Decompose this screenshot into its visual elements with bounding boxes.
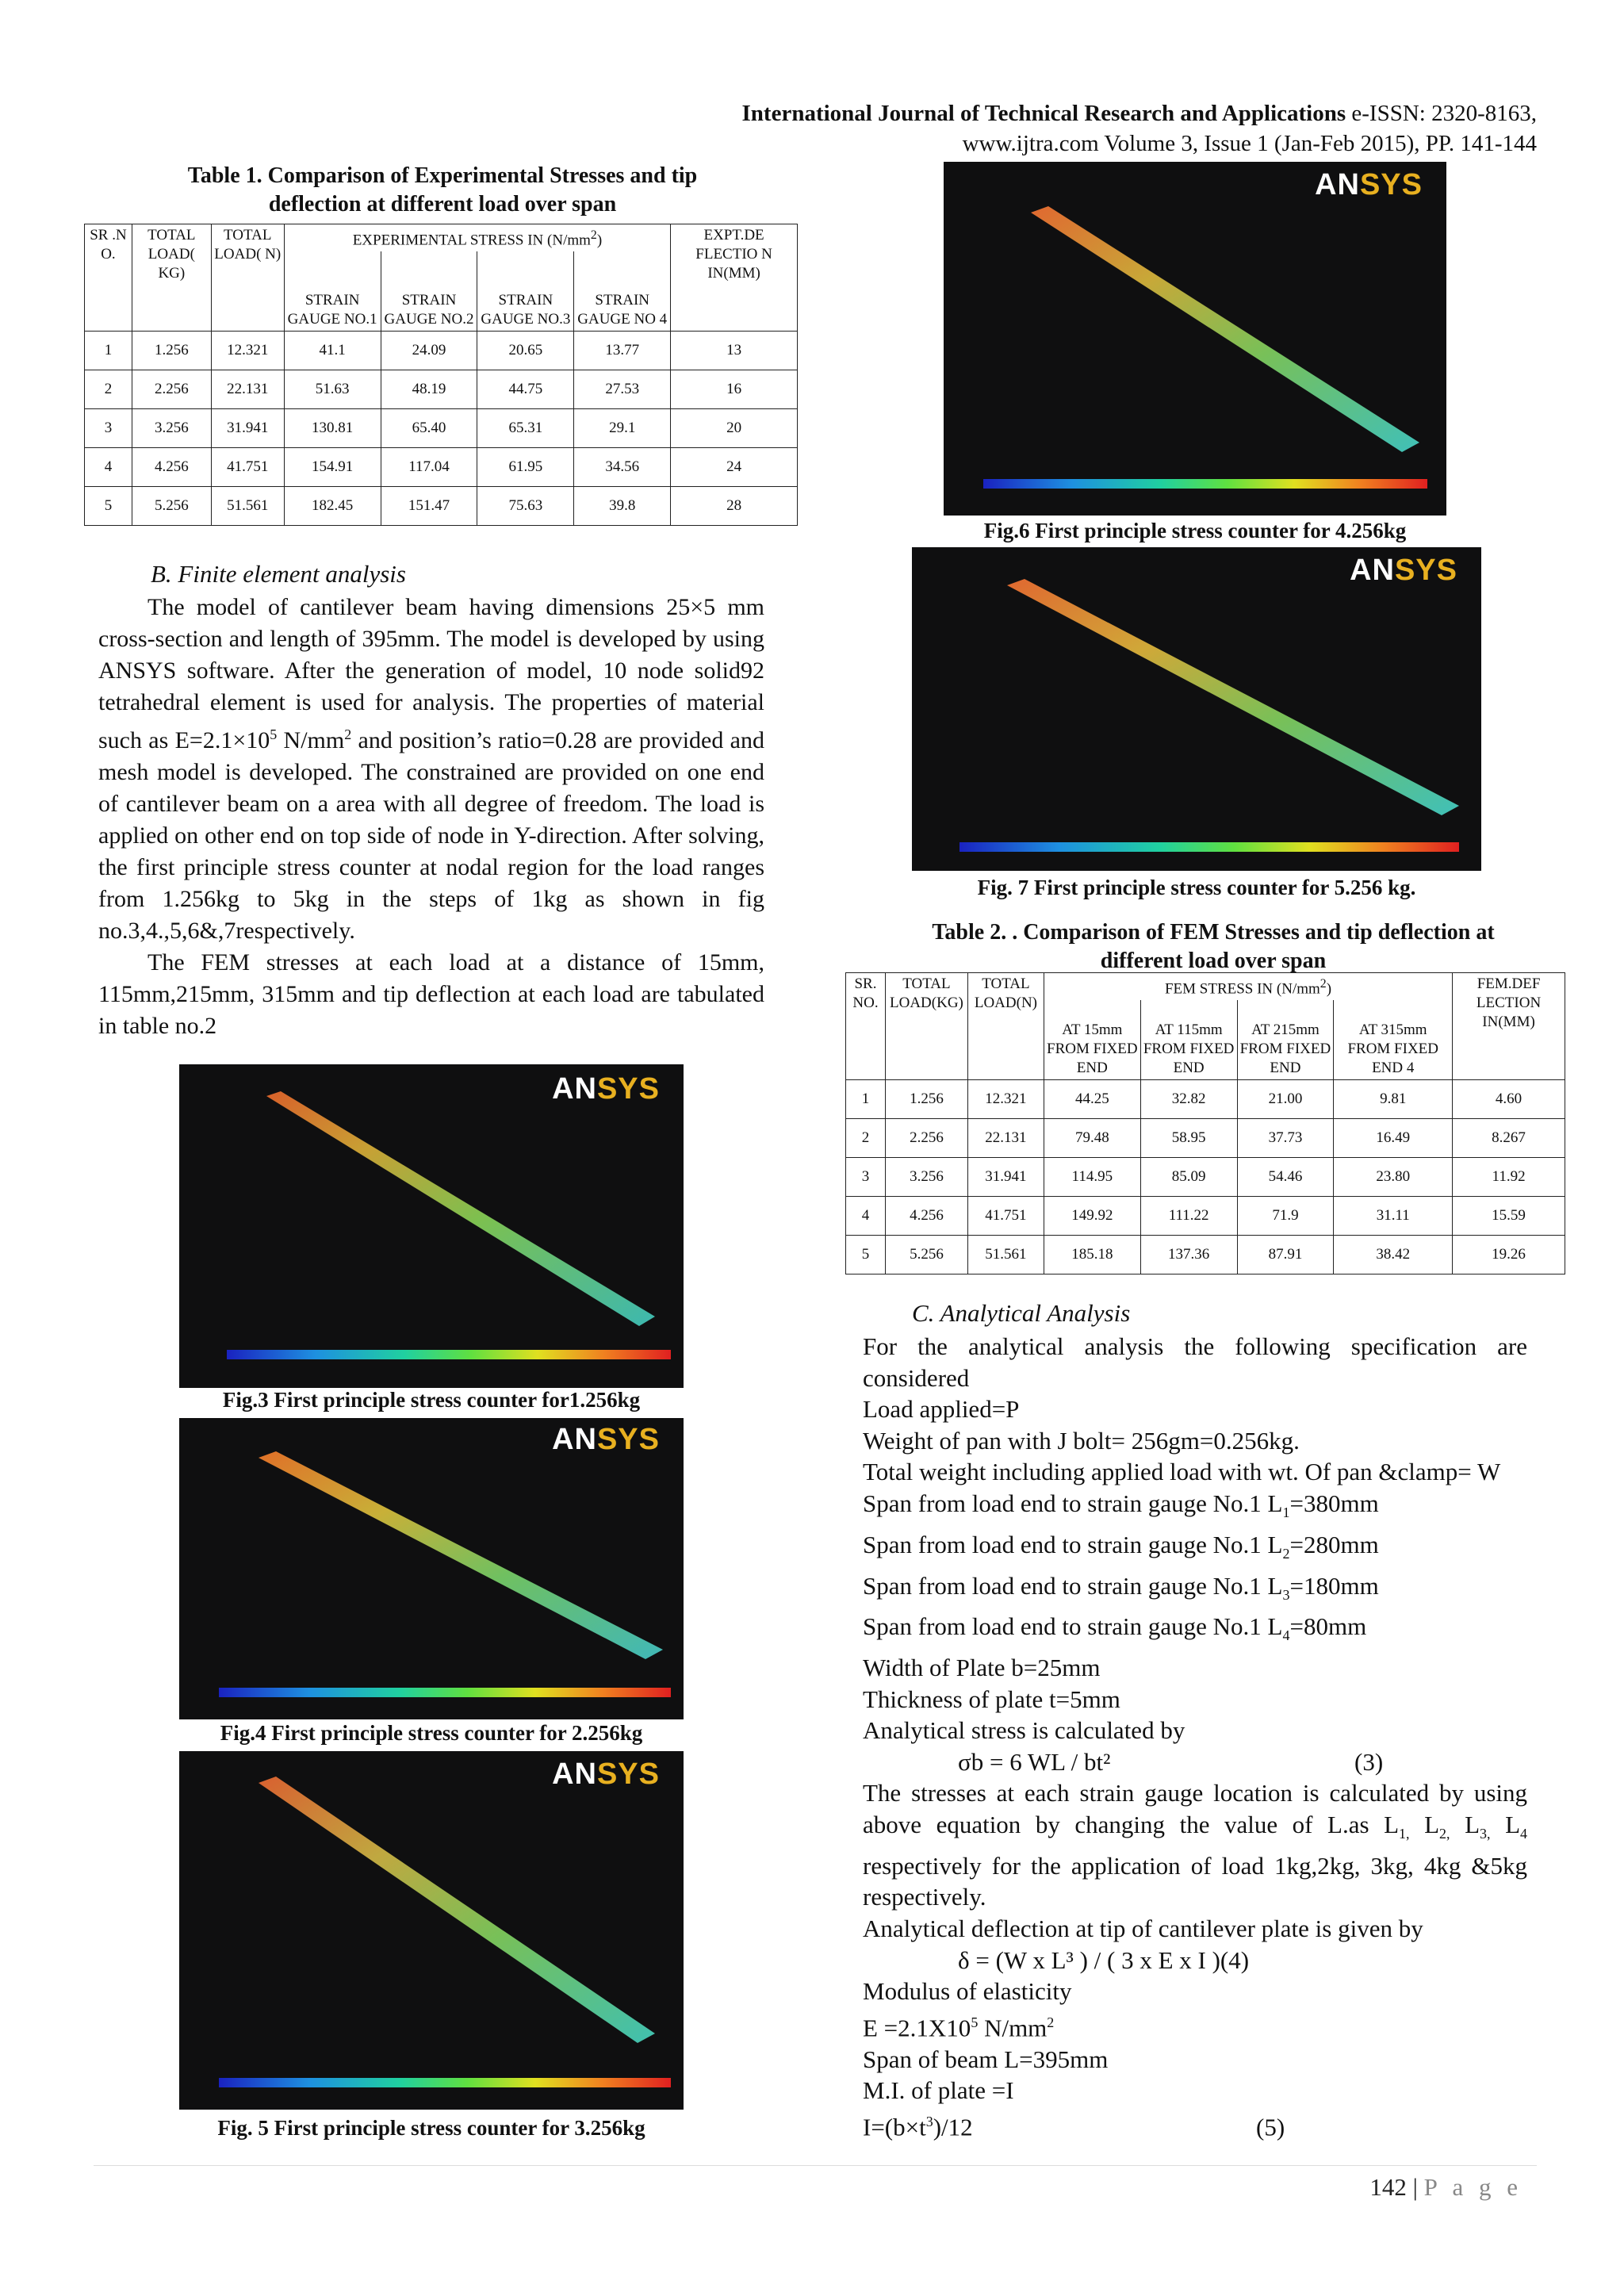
color-legend [219,1688,671,1697]
table2-cell: 5.256 [885,1235,967,1274]
table1-cell: 4 [85,447,132,486]
table2-header-group-end: ) [1326,980,1332,998]
table2-cell: 149.92 [1044,1196,1140,1235]
table2-cell: 114.95 [1044,1157,1140,1196]
p1b-text: N/mm [277,727,345,753]
color-legend [983,479,1427,489]
table1-cell: 51.63 [284,370,381,408]
journal-issn: e-ISSN: 2320-8163, [1351,101,1537,126]
journal-header [742,98,1537,159]
equation-4-text: δ = (W x L³ ) / ( 3 x E x I )(4) [958,1945,1250,1974]
table2-header-load-kg: TOTAL LOAD(KG) [885,973,967,1080]
ansys-logo-b: SYS [596,1072,660,1106]
table2-cell: 23.80 [1334,1157,1453,1196]
i-eq-sup: 3 [925,2113,933,2129]
table2-cell: 22.131 [967,1118,1044,1157]
sub-l2: 2, [1439,1826,1450,1842]
ansys-logo [552,1757,660,1792]
table1-cell: 41.751 [211,447,284,486]
ansys-logo [1315,168,1423,202]
table2-cell: 185.18 [1044,1235,1140,1274]
sub-l3: 3, [1480,1826,1491,1842]
e-sup: 5 [971,2014,979,2030]
table1-cell: 65.40 [381,408,477,447]
table2-cell: 8.267 [1453,1118,1565,1157]
span-l2 [863,1529,1527,1570]
table1-header-group-end: ) [596,232,603,249]
pan-weight: Weight of pan with J bolt= 256gm=0.256kg. [863,1426,1300,1455]
section-b-paragraph1 [98,592,764,947]
table2-cell: 37.73 [1237,1118,1334,1157]
table1-caption-line2: deflection at different load over span [268,192,617,217]
beam-shape [1007,579,1459,815]
fig6-caption: Fig.6 First principle stress counter for 4.256kg [983,519,1407,542]
plate-thickness: Thickness of plate t=5mm [863,1685,1120,1713]
table2-cell: 44.25 [1044,1079,1140,1118]
table1-cell: 39.8 [574,486,671,525]
table2-cell: 16.49 [1334,1118,1453,1157]
stress-description [863,1777,1527,1913]
table1-cell: 4.256 [132,447,211,486]
table1-row [85,447,798,486]
fig7-caption: Fig. 7 First principle stress counter for 5.256 kg. [977,876,1416,899]
table2-row [846,1157,1565,1196]
table2-cell: 3 [846,1157,886,1196]
table2-cell: 54.46 [1237,1157,1334,1196]
table2-header-dist1: AT 15mm FROM FIXED END [1044,1000,1140,1079]
table1 [84,224,798,526]
table1-header-load-n: TOTAL LOAD( N) [211,224,284,332]
table1-row [85,370,798,408]
beam-shape [266,1091,655,1326]
table2-cell: 79.48 [1044,1118,1140,1157]
table1-cell: 24.09 [381,331,477,370]
fig3-beam-plot [179,1064,684,1388]
section-c-body [863,1331,1527,2143]
table1-cell: 61.95 [477,447,574,486]
fig7-image [912,547,1481,871]
table2-header-dist2: AT 115mm FROM FIXED END [1140,1000,1237,1079]
plate-width: Width of Plate b=25mm [863,1654,1101,1682]
ansys-logo-b: SYS [596,1757,660,1791]
page-word: P a g e [1423,2173,1522,2201]
span-l4 [863,1611,1527,1652]
section-b-paragraph2: The FEM stresses at each load at a distance of 15mm, 115mm,215mm, 315mm and tip deflection at each load are tabulated in table no.2 [98,949,764,1039]
section-b-body [98,592,764,1042]
fig5-caption: Fig. 5 First principle stress counter for 3.256kg [217,2116,645,2140]
table1-header-gauge1: STRAIN GAUGE NO.1 [284,251,381,331]
section-b-heading: B. Finite element analysis [151,560,406,588]
table2-header-srno: SR. NO. [846,973,886,1080]
equation-3 [863,1746,1527,1778]
e-val: E =2.1X10 [863,2014,971,2042]
ansys-logo-a: AN [552,1757,597,1791]
table1-row [85,331,798,370]
color-legend [219,2078,671,2087]
table2-header-deflection: FEM.DEF LECTION IN(MM) [1453,973,1565,1080]
table1-cell: 5.256 [132,486,211,525]
i-eq-b: )/12 [933,2113,973,2141]
table2-cell: 4.256 [885,1196,967,1235]
table2-cell: 11.92 [1453,1157,1565,1196]
table1-caption [86,162,799,219]
table1-cell: 41.1 [284,331,381,370]
table2-header-dist4: AT 315mm FROM FIXED END 4 [1334,1000,1453,1079]
table1-cell: 31.941 [211,408,284,447]
table1-cell: 51.561 [211,486,284,525]
beam-shape [1031,206,1419,452]
e-unit: N/mm [978,2014,1048,2042]
table2-cell: 9.81 [1334,1079,1453,1118]
span-l1 [863,1488,1527,1529]
table2-cell: 5 [846,1235,886,1274]
fig7-beam-plot [912,547,1481,871]
table1-cell: 130.81 [284,408,381,447]
equation-3-text: σb = 6 WL / bt² [958,1747,1111,1776]
table2-cell: 12.321 [967,1079,1044,1118]
table2-cell: 31.941 [967,1157,1044,1196]
sub-l2-label: L [1409,1811,1440,1839]
table1-cell: 29.1 [574,408,671,447]
p1-text: The model of cantilever beam having dimensions 25×5 mm cross-section and length of 395mm. The model is developed by using ANSYS software. After the generation of model, 10 node solid92 tetrahedral element is used for analysis. The properties of material such as E=2.1×10 [98,594,764,753]
footer-rule [94,2165,1537,2167]
equation-4 [863,1945,1527,1976]
sub-l3-label: L [1465,1811,1480,1839]
table2-row [846,1235,1565,1274]
span-l3-sub: 3 [1282,1586,1290,1603]
span-l1-val: =380mm [1289,1489,1379,1517]
color-legend [959,842,1459,852]
i-eq-a: I=(b×t [863,2113,926,2141]
modulus-label: Modulus of elasticity [863,1977,1072,2006]
fig4-caption: Fig.4 First principle stress counter for 2.256kg [220,1721,643,1745]
table2-cell: 31.11 [1334,1196,1453,1235]
table1-cell: 27.53 [574,370,671,408]
table1-cell: 182.45 [284,486,381,525]
table1-cell: 13.77 [574,331,671,370]
table2-cell: 58.95 [1140,1118,1237,1157]
fig3-caption: Fig.3 First principle stress counter for1.256kg [222,1388,641,1412]
table1-header-gauge2: STRAIN GAUGE NO.2 [381,251,477,331]
table1-cell: 22.131 [211,370,284,408]
table2-cell: 71.9 [1237,1196,1334,1235]
table1-cell: 44.75 [477,370,574,408]
moment-of-inertia-label: M.I. of plate =I [863,2076,1014,2105]
table1-cell: 154.91 [284,447,381,486]
span-l4-val: =80mm [1289,1612,1367,1641]
table2-caption [856,918,1570,976]
ansys-logo [552,1423,660,1457]
stress-calc-label: Analytical stress is calculated by [863,1716,1185,1745]
ansys-logo-a: AN [552,1072,597,1106]
table2-cell: 3.256 [885,1157,967,1196]
table1-header-srno: SR .N O. [85,224,132,332]
table1-cell: 151.47 [381,486,477,525]
table2 [845,972,1565,1274]
table2-header-group [1044,973,1452,1001]
table2-cell: 4.60 [1453,1079,1565,1118]
span-l2-text: Span from load end to strain gauge No.1 L [863,1530,1283,1558]
color-legend [227,1350,671,1359]
table1-header-group-text: EXPERIMENTAL STRESS IN (N/mm [352,232,591,249]
stress-text-b: respectively for the application of load 1kg,2kg, 3kg, 4kg &5kg respectively. [863,1851,1527,1911]
table1-row [85,408,798,447]
equation-5 [863,2106,1527,2143]
ansys-logo [1350,554,1457,588]
journal-title: International Journal of Technical Research and Applications [741,101,1346,126]
fig6-image [944,162,1446,516]
table1-cell: 20.65 [477,331,574,370]
equation-3-number: (3) [1354,1747,1384,1776]
page-number-value: 142 | [1369,2173,1424,2201]
load-applied: Load applied=P [863,1395,1020,1424]
fig5-image [179,1751,684,2110]
ansys-logo-b: SYS [596,1423,660,1456]
table1-cell: 2 [85,370,132,408]
ansys-logo-a: AN [1350,554,1395,587]
beam-span: Span of beam L=395mm [863,2045,1109,2073]
span-l3-text: Span from load end to strain gauge No.1 L [863,1571,1283,1600]
table1-header-deflection: EXPT.DE FLECTIO N IN(MM) [671,224,798,332]
p1b-sup: 2 [344,726,352,742]
span-l3 [863,1570,1527,1612]
table1-cell: 16 [671,370,798,408]
table1-caption-line1: Table 1. Comparison of Experimental Stresses and tip [187,163,698,188]
span-l2-sub: 2 [1282,1545,1290,1562]
table2-cell: 1 [846,1079,886,1118]
fig4-image [179,1418,684,1719]
table2-row [846,1118,1565,1157]
table2-cell: 41.751 [967,1196,1044,1235]
table1-cell: 13 [671,331,798,370]
table2-cell: 19.26 [1453,1235,1565,1274]
span-l4-text: Span from load end to strain gauge No.1 L [863,1612,1283,1641]
table1-cell: 75.63 [477,486,574,525]
table2-caption-line1: Table 2. . Comparison of FEM Stresses and tip deflection at [932,920,1495,945]
table1-header-gauge4: STRAIN GAUGE NO 4 [574,251,671,331]
table2-cell: 21.00 [1237,1079,1334,1118]
table1-cell: 28 [671,486,798,525]
table1-cell: 65.31 [477,408,574,447]
beam-shape [259,1777,655,2043]
p1-sup: 5 [270,726,278,742]
table1-cell: 34.56 [574,447,671,486]
span-l1-sub: 1 [1282,1504,1290,1521]
fig6-beam-plot [944,162,1446,516]
table2-cell: 85.09 [1140,1157,1237,1196]
table2-cell: 15.59 [1453,1196,1565,1235]
journal-volume: www.ijtra.com Volume 3, Issue 1 (Jan-Feb 2015), PP. 141-144 [962,131,1537,156]
table1-cell: 48.19 [381,370,477,408]
table1-header-load-kg: TOTAL LOAD( KG) [132,224,211,332]
table1-row [85,486,798,525]
ansys-logo-b: SYS [1394,554,1457,587]
table1-cell: 3 [85,408,132,447]
span-l1-text: Span from load end to strain gauge No.1 L [863,1489,1283,1517]
deflection-label: Analytical deflection at tip of cantilever plate is given by [863,1915,1423,1943]
table1-cell: 20 [671,408,798,447]
table1-cell: 3.256 [132,408,211,447]
ansys-logo-a: AN [1315,168,1360,201]
span-l2-val: =280mm [1289,1530,1379,1558]
table2-row [846,1196,1565,1235]
sub-l1: 1, [1399,1826,1410,1842]
table2-cell: 2 [846,1118,886,1157]
p1c-text: and position’s ratio=0.28 are provided and mesh model is developed. The constrained are provided on one end of cantilever beam on a area with all degree of freedom. The load is applied on other end on top side of node in Y-direction. After solving, the first principle stress counter at nodal region for the load ranges from 1.256kg to 5kg in the steps of 1kg as shown in fig no.3,4.,5,6&,7respectively. [98,727,764,944]
table2-cell: 51.561 [967,1235,1044,1274]
table1-cell: 24 [671,447,798,486]
fig5-beam-plot [179,1751,684,2110]
modulus-value [863,2007,1527,2044]
beam-shape [259,1451,663,1659]
table2-cell: 38.42 [1334,1235,1453,1274]
table2-cell: 4 [846,1196,886,1235]
e-unit-sup: 2 [1047,2014,1055,2030]
table2-cell: 1.256 [885,1079,967,1118]
fig3-image [179,1064,684,1388]
section-c-intro: For the analytical analysis the following specification are considered [863,1332,1527,1392]
table1-cell: 1.256 [132,331,211,370]
table2-row [846,1079,1565,1118]
table1-header-group-sup: 2 [590,228,597,242]
ansys-logo-b: SYS [1359,168,1423,201]
table2-header-load-n: TOTAL LOAD(N) [967,973,1044,1080]
ansys-logo-a: AN [552,1423,597,1456]
table1-header-gauge3: STRAIN GAUGE NO.3 [477,251,574,331]
span-l3-val: =180mm [1289,1571,1379,1600]
table1-cell: 5 [85,486,132,525]
sub-l4-label: L [1490,1811,1520,1839]
ansys-logo [552,1072,660,1106]
table2-cell: 32.82 [1140,1079,1237,1118]
stress-text-a: The stresses at each strain gauge location is calculated by using above equation by changing the value of L.as L [863,1779,1527,1839]
total-weight: Total weight including applied load with wt. Of pan &clamp= W [863,1458,1501,1486]
table2-header-group-text: FEM STRESS IN (N/mm [1164,980,1320,998]
table1-cell: 12.321 [211,331,284,370]
sub-l4: 4 [1520,1826,1527,1842]
table2-cell: 87.91 [1237,1235,1334,1274]
table2-header-dist3: AT 215mm FROM FIXED END [1237,1000,1334,1079]
equation-5-number: (5) [1256,2113,1285,2141]
table1-header-group [284,224,670,252]
table1-cell: 1 [85,331,132,370]
table2-cell: 137.36 [1140,1235,1237,1274]
table1-cell: 2.256 [132,370,211,408]
table2-header-group-sup: 2 [1320,977,1327,991]
table2-caption-line2: different load over span [1100,949,1327,973]
table2-cell: 2.256 [885,1118,967,1157]
section-c-heading: C. Analytical Analysis [912,1299,1131,1327]
page-number [1369,2173,1522,2202]
table1-cell: 117.04 [381,447,477,486]
span-l4-sub: 4 [1282,1627,1290,1644]
fig4-beam-plot [179,1418,684,1719]
table2-cell: 111.22 [1140,1196,1237,1235]
